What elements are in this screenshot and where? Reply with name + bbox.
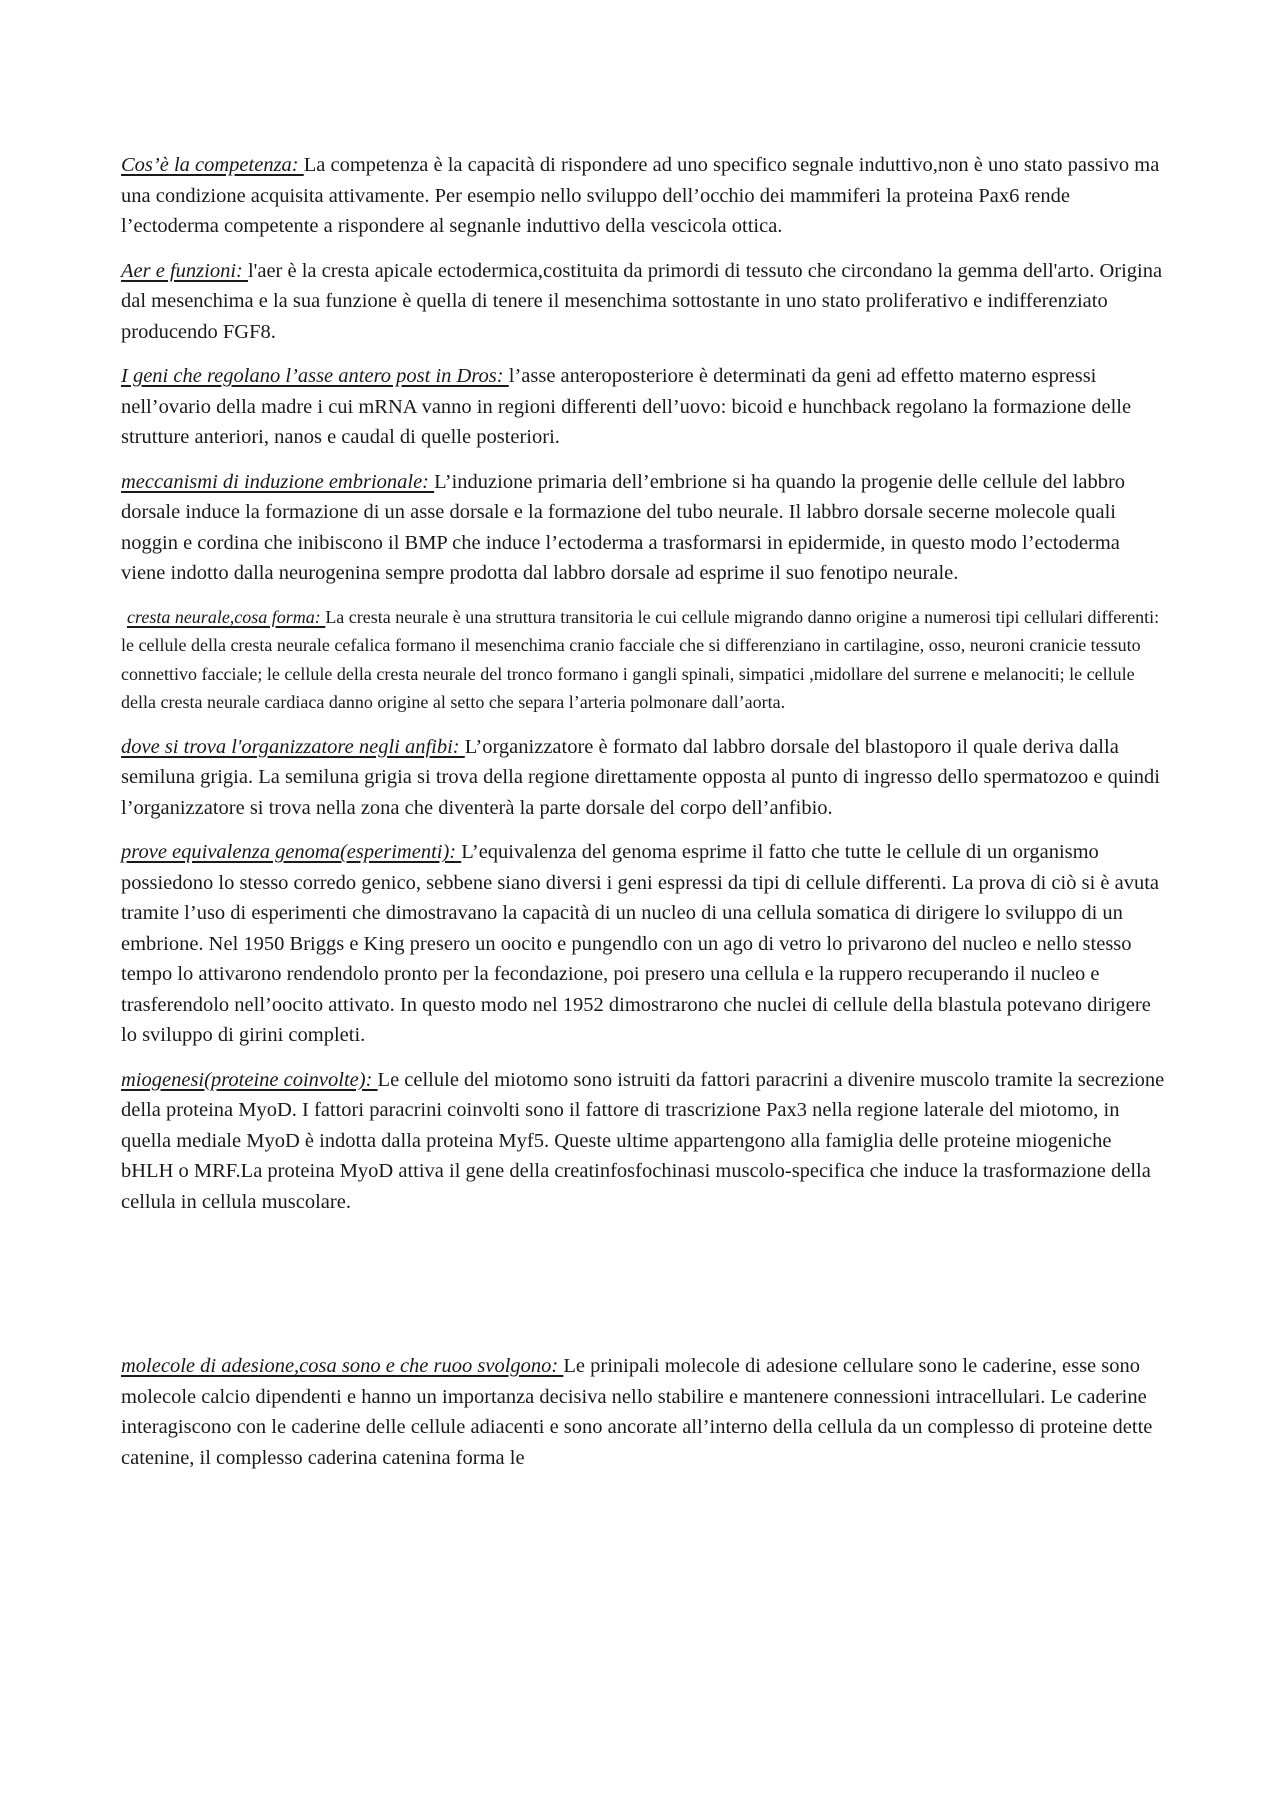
paragraph-organizzatore-anfibi	[121, 732, 1166, 824]
paragraph-cresta-neurale	[121, 603, 1166, 717]
paragraph-text: L’organizzatore è formato dal labbro dorsale del blastoporo il quale deriva dalla semiluna grigia. La semiluna grigia si trova della regione direttamente opposta al punto di ingresso dello spermatozoo e quindi l’organizzatore si trova nella zona che diventerà la parte dorsale del corpo dell’anfibio.	[121, 735, 1160, 819]
paragraph-heading: miogenesi(proteine coinvolte):	[121, 1068, 378, 1091]
paragraph-competenza	[121, 150, 1166, 242]
paragraph-heading: prove equivalenza genoma(esperimenti):	[121, 841, 462, 863]
paragraph-text: L’equivalenza del genoma esprime il fatto che tutte le cellule di un organismo possiedono lo stesso corredo genico, sebbene siano diversi i geni espressi da tipi di cellule differenti. La prova di ciò si è avuta tramite l’uso di esperimenti che dimostravano la capacità di un nucleo di una cellula somatica di dirigere lo sviluppo di un embrione. Nel 1950 Briggs e King presero un oocito e pungendlo con un ago di vetro lo privarono del nucleo e nello stesso tempo lo attivarono rendendolo pronto per la fecondazione, poi presero una cellula e la ruppero recuperando il nucleo e trasferendolo nell’oocito attivato. In questo modo nel 1952 dimostrarono che nuclei di cellule della blastula potevano dirigere lo sviluppo di girini completi.	[121, 841, 1160, 1046]
blank-space	[121, 1231, 1166, 1351]
paragraph-induzione-embrionale	[121, 467, 1166, 589]
paragraph-text: La cresta neurale è una struttura transitoria le cui cellule migrando danno origine a numerosi tipi cellulari differenti: le cellule della cresta neurale cefalica formano il mesenchima cranio facciale che si differenziano in cartilagine, osso, neuroni cranicie tessuto connettivo facciale; le cellule della cresta neurale del tronco formano i gangli spinali, simpatici ,midollare del surrene e melanociti; le cellule della cresta neurale cardiaca danno origine al setto che separa l’arteria polmonare dall’aorta.	[121, 606, 1160, 712]
paragraph-heading: molecole di adesione,cosa sono e che ruoo svolgono:	[121, 1355, 564, 1377]
paragraph-text: La competenza è la capacità di rispondere ad uno specifico segnale induttivo,non è uno stato passivo ma una condizione acquisita attivamente. Per esempio nello sviluppo dell’occhio dei mammiferi la proteina Pax6 rende l’ectoderma competente a rispondere al segnanle induttivo della vescicola ottica.	[121, 154, 1160, 237]
paragraph-heading: cresta neurale,cosa forma:	[127, 606, 326, 627]
paragraph-text: l'aer è la cresta apicale ectodermica,costituita da primordi di tessuto che circondano la gemma dell'arto. Origina dal mesenchima e la sua funzione è quella di tenere il mesenchima sottostante in uno stato proliferativo e indifferenziato producendo FGF8.	[121, 259, 1163, 343]
paragraph-aer	[121, 256, 1166, 348]
paragraph-molecole-adesione	[121, 1351, 1166, 1473]
paragraph-text: Le cellule del miotomo sono istruiti da fattori paracrini a divenire muscolo tramite la secrezione della proteina MyoD. I fattori paracrini coinvolti sono il fattore di trascrizione Pax3 nella regione laterale del miotomo, in quella mediale MyoD è indotta dalla proteina Myf5. Queste ultime appartengono alla famiglia delle proteine miogeniche bHLH o MRF.La proteina MyoD attiva il gene della creatinfosfochinasi muscolo-specifica che induce la trasformazione della cellula in cellula muscolare.	[121, 1068, 1165, 1213]
paragraph-miogenesi	[121, 1065, 1166, 1218]
paragraph-equivalenza-genoma	[121, 837, 1166, 1051]
document-body	[121, 150, 1166, 1487]
paragraph-text: l’asse anteroposteriore è determinati da geni ad effetto materno espressi nell’ovario della madre i cui mRNA vanno in regioni differenti dell’uovo: bicoid e hunchback regolano la formazione delle strutture anteriori, nanos e caudal di quelle posteriori.	[121, 365, 1132, 448]
paragraph-text: Le prinipali molecole di adesione cellulare sono le caderine, esse sono molecole calcio dipendenti e hanno un importanza decisiva nello stabilire e mantenere connessioni intracellulari. Le caderine interagiscono con le caderine delle cellule adiacenti e sono ancorate all’interno della cellula da un complesso di proteine dette catenine, il complesso caderina catenina forma le	[121, 1355, 1153, 1469]
paragraph-asse-antero-post	[121, 361, 1166, 453]
paragraph-heading: dove si trova l'organizzatore negli anfibi:	[121, 735, 465, 758]
paragraph-text: L’induzione primaria dell’embrione si ha quando la progenie delle cellule del labbro dorsale induce la formazione di un asse dorsale e la formazione del tubo neurale. Il labbro dorsale secerne molecole quali noggin e cordina che inibiscono il BMP che induce l’ectoderma a trasformarsi in epidermide, in questo modo l’ectoderma viene indotto dalla neurogenina sempre prodotta dal labbro dorsale ad esprime il suo fenotipo neurale.	[121, 470, 1126, 584]
paragraph-heading: Cos’è la competenza:	[121, 154, 304, 176]
paragraph-heading: meccanismi di induzione embrionale:	[121, 470, 435, 493]
paragraph-heading: I geni che regolano l’asse antero post in Dros:	[121, 365, 509, 387]
paragraph-heading: Aer e funzioni:	[121, 259, 248, 282]
